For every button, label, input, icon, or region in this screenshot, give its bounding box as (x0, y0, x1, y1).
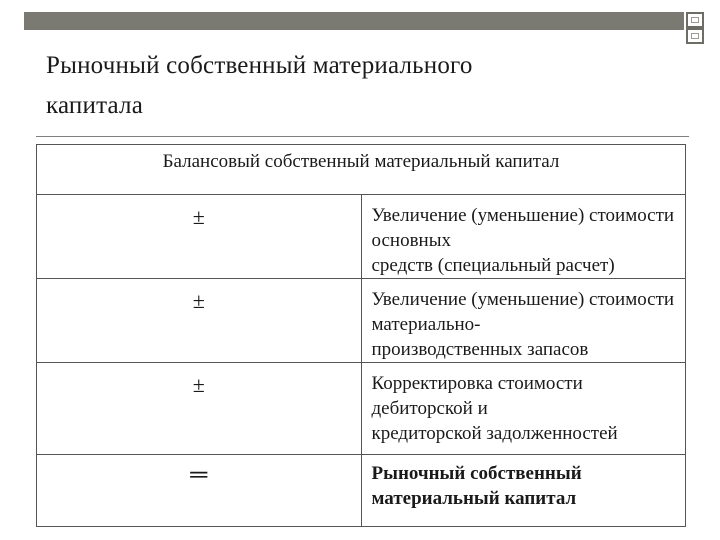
total-description-cell (361, 455, 686, 527)
description-line-1: Увеличение (уменьшение) стоимости материально- (371, 289, 675, 335)
table-row (37, 363, 686, 455)
description-cell (361, 195, 686, 279)
table-header-row (37, 145, 686, 195)
description-line-2: средств (специальный расчет) (371, 255, 615, 276)
slide-title-line-1: Рыночный собственный материального (46, 52, 473, 79)
total-description-text: Рыночный собственный материальный капитал (371, 463, 582, 509)
table-total-row (37, 455, 686, 527)
corner-square-icon-top (686, 12, 704, 28)
title-divider (36, 136, 689, 137)
equals-sign-cell: ═ (37, 455, 362, 527)
description-line-2: производственных запасов (371, 339, 589, 360)
top-decor-bar (24, 12, 684, 30)
description-line-1: Корректировка стоимости дебиторской и (371, 373, 583, 419)
description-cell (361, 363, 686, 455)
description-line-1: Увеличение (уменьшение) стоимости основных (371, 205, 675, 251)
table-header-cell: Балансовый собственный материальный капитал (37, 145, 686, 195)
table-row (37, 195, 686, 279)
description-cell (361, 279, 686, 363)
sign-cell: ± (37, 363, 362, 455)
sign-cell: ± (37, 279, 362, 363)
slide-title (46, 46, 666, 126)
description-line-2: кредиторской задолженностей (371, 423, 618, 444)
corner-square-icon-bottom (686, 28, 704, 44)
sign-cell: ± (37, 195, 362, 279)
slide-title-line-2: капитала (46, 92, 144, 119)
calculation-table (36, 144, 686, 527)
table-row (37, 279, 686, 363)
